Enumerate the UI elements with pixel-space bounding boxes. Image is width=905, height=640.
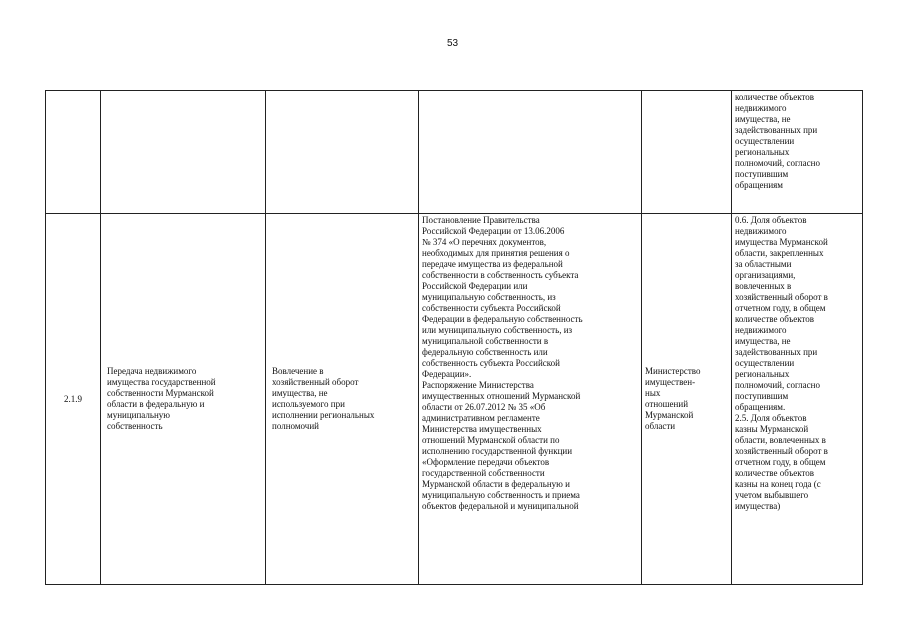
cell-text-line: исполнению государственной функции	[422, 446, 573, 456]
cell-text-line: Министерство	[645, 366, 701, 376]
cell-text-line: муниципальную собственность и приема	[422, 490, 580, 500]
cell-text-line: имуществен-	[645, 377, 696, 387]
cell-text-line: имущества, не	[272, 388, 328, 398]
cell-text-line: осуществлении	[735, 136, 795, 146]
cell-text-line: 0.6. Доля объектов	[735, 215, 807, 225]
cell-text-line: муниципальную	[107, 410, 170, 420]
cell-text-line: ных	[645, 388, 661, 398]
program-table	[45, 90, 863, 585]
cell-text-line: Распоряжение Министерства	[422, 380, 534, 390]
cell-executor	[642, 214, 732, 585]
cell-text-line: объектов федеральной и муниципальной	[422, 501, 579, 511]
cell-text-line: задействованных при	[735, 125, 818, 135]
cell-text-line: муниципальную собственность, из	[422, 292, 556, 302]
cell-text-line: поступившим	[735, 391, 789, 401]
cell-text-line: собственность субъекта Российской	[422, 358, 560, 368]
cell-text-line: хозяйственный оборот	[272, 377, 359, 387]
cell-text-line: количестве объектов	[735, 92, 815, 102]
cell-text-line: отчетном году, в общем	[735, 303, 826, 313]
cell-text-line: вовлеченных в	[735, 281, 792, 291]
cell-text-line: собственность	[107, 421, 163, 431]
cell-text-line: за областными	[735, 259, 792, 269]
table-row	[46, 214, 863, 585]
cell-executor	[642, 91, 732, 214]
cell-text-line: отношений Мурманской области по	[422, 435, 560, 445]
cell-text-line: области от 26.07.2012 № 35 «Об	[422, 402, 546, 412]
cell-text-line: имущества)	[735, 501, 781, 511]
cell-text-line: отчетном году, в общем	[735, 457, 826, 467]
cell-text-line: задействованных при	[735, 347, 818, 357]
cell-text-line: поступившим	[735, 169, 789, 179]
cell-text-line: области	[645, 421, 676, 431]
cell-text-line: используемого при	[272, 399, 345, 409]
cell-text-line: региональных	[735, 369, 790, 379]
table-row	[46, 91, 863, 214]
cell-text-line: области в федеральную и	[107, 399, 205, 409]
cell-text-line: муниципальной собственности в	[422, 336, 549, 346]
cell-text-line: имущества государственной	[107, 377, 216, 387]
cell-indicator	[732, 214, 863, 585]
cell-measure	[101, 91, 266, 214]
cell-text-line: недвижимого	[735, 325, 787, 335]
cell-text-line: организациями,	[735, 270, 796, 280]
cell-text-line: Мурманской	[645, 410, 694, 420]
cell-text-line: исполнении региональных	[272, 410, 375, 420]
cell-text-line: учетом выбывшего	[735, 490, 809, 500]
page-number: 53	[446, 38, 459, 49]
cell-text-line: Федерации в федеральную собственность	[422, 314, 583, 324]
cell-text-line: хозяйственный оборот в	[735, 446, 828, 456]
cell-text-line: передаче имущества из федеральной	[422, 259, 563, 269]
cell-text-line: казны Мурманской	[735, 424, 809, 434]
cell-text-line: обращениям.	[735, 402, 786, 412]
cell-text-line: имущественных отношений Мурманской	[422, 391, 581, 401]
cell-text-line: «Оформление передачи объектов	[422, 457, 550, 467]
cell-indicator	[732, 91, 863, 214]
cell-text-line: собственности в собственность субъекта	[422, 270, 579, 280]
cell-text-line: полномочий, согласно	[735, 380, 820, 390]
cell-text-line: Российской Федерации или	[422, 281, 528, 291]
cell-text-line: № 374 «О перечнях документов,	[422, 237, 547, 247]
cell-text-line: хозяйственный оборот в	[735, 292, 828, 302]
cell-text-line: Федерации».	[422, 369, 472, 379]
cell-text-line: Мурманской области в федеральную и	[422, 479, 570, 489]
cell-text-line: региональных	[735, 147, 790, 157]
cell-text-line: отношений	[645, 399, 689, 409]
cell-text-line: административном регламенте	[422, 413, 540, 423]
cell-text-line: количестве объектов	[735, 314, 815, 324]
cell-text-line: Министерства имущественных	[422, 424, 542, 434]
cell-measure	[101, 214, 266, 585]
cell-text-line: недвижимого	[735, 226, 787, 236]
cell-text-line: осуществлении	[735, 358, 795, 368]
cell-text-line: области, закрепленных	[735, 248, 824, 258]
cell-text-line: полномочий	[272, 421, 319, 431]
cell-legal-basis	[419, 214, 642, 585]
cell-text-line: необходимых для принятия решения о	[422, 248, 570, 258]
cell-text-line: Российской Федерации от 13.06.2006	[422, 226, 565, 236]
cell-text-line: Постановление Правительства	[422, 215, 540, 225]
cell-text-line: имущества, не	[735, 336, 791, 346]
cell-text-line: Передача недвижимого	[107, 366, 197, 376]
cell-text-line: или муниципальную собственность, из	[422, 325, 573, 335]
cell-text-line: Вовлечение в	[272, 366, 324, 376]
cell-goal	[266, 214, 419, 585]
cell-text-line: казны на конец года (с	[735, 479, 821, 489]
cell-text-line: собственности субъекта Российской	[422, 303, 561, 313]
cell-text-line: 2.5. Доля объектов	[735, 413, 807, 423]
cell-text-line: имущества, не	[735, 114, 791, 124]
cell-text-line: имущества Мурманской	[735, 237, 828, 247]
cell-text-line: собственности Мурманской	[107, 388, 214, 398]
cell-text-line: количестве объектов	[735, 468, 815, 478]
cell-text-line: полномочий, согласно	[735, 158, 820, 168]
cell-text-line: обращениям	[735, 180, 783, 190]
cell-text-line: федеральную собственность или	[422, 347, 548, 357]
cell-number: 2.1.9	[46, 214, 101, 585]
cell-text-line: недвижимого	[735, 103, 787, 113]
cell-legal-basis	[419, 91, 642, 214]
cell-text-line: государственной собственности	[422, 468, 545, 478]
cell-number	[46, 91, 101, 214]
cell-goal	[266, 91, 419, 214]
cell-text-line: области, вовлеченных в	[735, 435, 826, 445]
